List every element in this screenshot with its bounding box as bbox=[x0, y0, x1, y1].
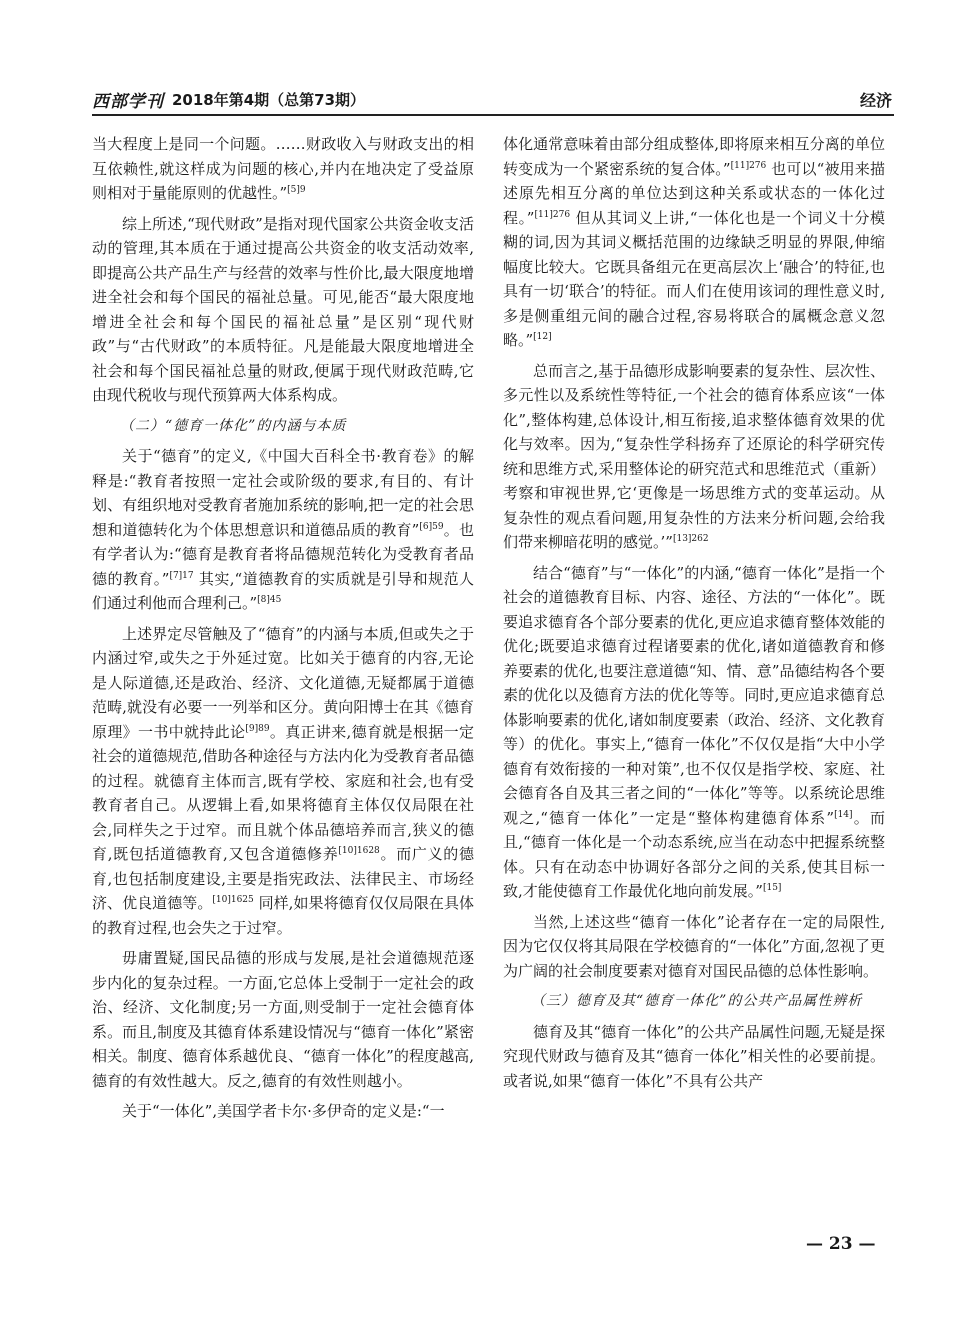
citation: [14] bbox=[834, 809, 853, 820]
paragraph: 总而言之,基于品德形成影响要素的复杂性、层次性、多元性以及系统性等特征,一个社会的德育体系应该“一体化”,整体构建,总体设计,相互衔接,追求整体德育效果的优化与效率。因为,“复杂性学科扬弃了还原论的科学研究传统和思维方式,采用整体论的研究范式和思维范式（重新）考察和审视世界,它‘更像是一场思维方式的变革运动。从复杂性的观点看问题,用复杂性的方法来分析问题,会给我们带来柳暗花明的感觉。’”$^{[13]262}$ bbox=[503, 361, 885, 551]
citation: [7]17 bbox=[169, 570, 194, 581]
left-column bbox=[92, 132, 474, 1232]
citation: [11]276 bbox=[730, 160, 767, 171]
citation: [10]1625 bbox=[212, 895, 254, 905]
page-number: — 23 — bbox=[806, 1234, 876, 1254]
issue-info: 2018年第4期（总第73期） bbox=[172, 91, 366, 109]
paragraph: 关于“一体化”,美国学者卡尔·多伊奇的定义是:“一 bbox=[122, 1102, 445, 1120]
paragraph: 体化通常意味着由部分组成整体,即将原来相互分离的单位转变成为一个紧密系统的复合体。”$^{[11]276}$ 也可以“被用来描述原先相互分离的单位达到这种关系或状态的一体化过程。”$^{[11]276}$ 但从其词义上讲,“一体化也是一个词义十分模糊的词,因为其词义概括范围的边缘缺乏明显的界限,伸缩幅度比较大。它既具备组元在更高层次上‘融合’的特征,也具有一切‘联合’的特征。而人们在使用该词的理性意义时,多是侧重组元间的融合过程,容易将联合的属概念意义忽略。”[12] bbox=[503, 135, 885, 349]
citation: [5]9 bbox=[287, 185, 306, 195]
citation: [12] bbox=[533, 332, 552, 342]
citation: [9]89 bbox=[245, 723, 270, 734]
running-header bbox=[92, 84, 894, 116]
journal-masthead: 西部学刊 bbox=[92, 92, 164, 112]
paragraph: 关于“德育”的定义,《中国大百科全书·教育卷》的解释是:“教育者按照一定社会或阶级的要求,有目的、有计划、有组织地对受教育者施加系统的影响,把一定的社会思想和道德转化为个体思想意识和道德品质的教育”$^{[6]59}$。也有学者认为:“德育是教育者将品德规范转化为受教育者品德的教育。”$^{[7]17}$ 其实,“道德教育的实质就是引导和规范人们通过利他而合理利己。”$^{[8]45}$ bbox=[92, 447, 474, 612]
citation: [15] bbox=[762, 883, 782, 893]
right-column bbox=[503, 132, 885, 1232]
paragraph: 上述界定尽管触及了“德育”的内涵与本质,但或失之于内涵过窄,或失之于外延过宽。比如关于德育的内容,无论是人际道德,还是政治、经济、文化道德,无疑都属于道德范畴,就没有必要一一列举和区分。黄向阳博士在其《德育原理》一书中就持此论$^{[9]89}$。真正讲来,德育就是根据一定社会的道德规范,借助各种途径与方法内化为受教育者品德的过程。就德育主体而言,既有学校、家庭和社会,也有受教育者自己。从逻辑上看,如果将德育主体仅仅局限在社会,同样失之于过窄。而且就个体品德培养而言,狭义的德育,既包括道德教育,又包含道德修养$^{[10]1628}$。而广义的德育,也包括制度建设,主要是指宪政法、法律民主、市场经济、优良道德等。$^{[10]1625}$ 同样,如果将德育仅仅局限在具体的教育过程,也会失之于过窄。 bbox=[92, 624, 474, 937]
paragraph: 结合“德育”与“一体化”的内涵,“德育一体化”是指一个社会的道德教育目标、内容、途径、方法的“一体化”。既要追求德育各个部分要素的优化,更应追求德育整体效能的优化;既要追求德育过程诸要素的优化,诸如道德教育和修养要素的优化,也要注意道德“知、情、意”品德结构各个要素的优化以及德育方法的优化等等。同时,更应追求德育总体影响要素的优化,诸如制度要素（政治、经济、文化教育等）的优化。事实上,“德育一体化”不仅仅是指“大中小学德育有效衔接的一种对策”,也不仅仅是指学校、家庭、社会德育各自及其三者之间的“一体化”等等。以系统论思维观之,“德育一体化”一定是“整体构建德育体系”[14]。而且,“德育一体化是一个动态系统,应当在动态中把握系统整体。只有在动态中协调好各部分之间的关系,使其目标一致,才能使德育工作最优化地向前发展。”[15] bbox=[503, 563, 885, 900]
citation: [11]276 bbox=[534, 209, 571, 220]
paragraph: 当然,上述这些“德育一体化”论者存在一定的局限性,因为它仅仅将其局限在学校德育的“一体化”方面,忽视了更为广阔的社会制度要素对德育对国民品德的总体性影响。 bbox=[503, 912, 885, 980]
section-label: 经济 bbox=[859, 91, 892, 110]
paragraph: 德育及其“德育一体化”的公共产品属性问题,无疑是探究现代财政与德育及其“德育一体化”相关性的必要前提。或者说,如果“德育一体化”不具有公共产 bbox=[503, 1022, 885, 1090]
citation: [10]1628 bbox=[338, 846, 380, 856]
citation: [8]45 bbox=[257, 595, 282, 605]
paragraph: 毋庸置疑,国民品德的形成与发展,是社会道德规范逐步内化的复杂过程。一方面,它总体上受制于一定社会的政治、经济、文化制度;另一方面,则受制于一定社会德育体系。而且,制度及其德育体系建设情况与“德育一体化”紧密相关。制度、德育体系越优良、“德育一体化”的程度越高,德育的有效性越大。反之,德育的有效性则越小。 bbox=[92, 949, 474, 1090]
citation: [13]262 bbox=[672, 534, 709, 544]
paragraph: 当大程度上是同一个问题。……财政收入与财政支出的相互依赖性,就这样成为问题的核心,并内在地决定了受益原则相对于量能原则的优越性。”$^{[5]9}$ bbox=[92, 135, 474, 202]
section-heading: （三）德育及其“德育一体化”的公共产品属性辨析 bbox=[531, 993, 863, 1009]
paragraph: 综上所述,“现代财政”是指对现代国家公共资金收支活动的管理,其本质在于通过提高公共资金的收支活动效率,即提高公共产品生产与经营的效率与性价比,最大限度地增进全社会和每个国民的福祉总量。可见,能否“最大限度地增进全社会和每个国民的福祉总量”是区别“现代财政”与“古代财政”的本质特征。凡是能最大限度地增进全社会和每个国民福祉总量的财政,便属于现代财政范畴,它由现代税收与现代预算两大体系构成。 bbox=[92, 214, 474, 404]
citation: [6]59 bbox=[419, 521, 444, 532]
section-heading: （二）“德育一体化”的内涵与本质 bbox=[120, 417, 347, 434]
